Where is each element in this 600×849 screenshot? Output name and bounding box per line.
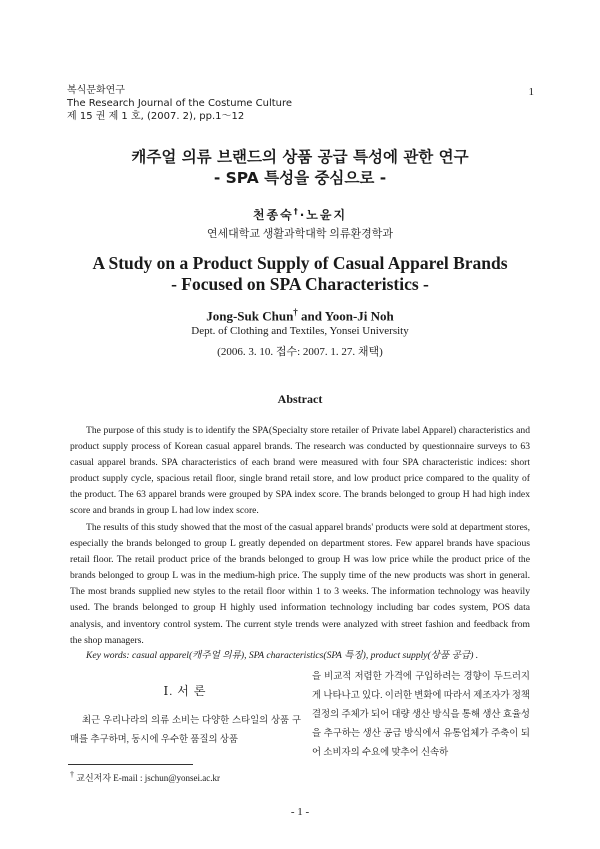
korean-authors	[0, 206, 600, 223]
footnote-divider	[68, 764, 193, 765]
english-authors	[0, 307, 600, 324]
journal-name-english: The Research Journal of the Costume Culture	[67, 98, 293, 109]
korean-author-2: 노윤지	[306, 208, 348, 222]
page-number-bottom: - 1 -	[290, 806, 310, 818]
english-affiliation: Dept. of Clothing and Textiles, Yonsei University	[191, 325, 409, 337]
section-heading-introduction: Ⅰ. 서 론	[163, 684, 207, 698]
keywords: Key words: casual apparel(캐주얼 의류), SPA characteristics(SPA 특징), product supply(상품 공급) .	[86, 650, 479, 661]
english-author-1: Jong-Suk Chun	[206, 308, 294, 324]
received-accepted-dates: (2006. 3. 10. 접수: 2007. 1. 27. 채택)	[217, 346, 383, 358]
korean-author-1: 천종숙	[252, 208, 294, 222]
page-number-top: 1	[528, 86, 534, 98]
korean-title-line1: 캐주얼 의류 브랜드의 상품 공급 특성에 관한 연구	[131, 148, 469, 166]
corresponding-dagger-korean: †	[293, 207, 300, 216]
english-title-line1: A Study on a Product Supply of Casual Apparel Brands	[92, 253, 508, 273]
abstract-heading: Abstract	[277, 392, 323, 406]
english-author-2: and Yoon-Ji Noh	[297, 308, 394, 324]
author-separator: ·	[299, 208, 307, 222]
body-left-column: 최근 우리나라의 의류 소비는 다양한 스타일의 상품 구매를 추구하며, 동시에 우수한 품질의 상품	[70, 716, 301, 745]
abstract-paragraph-1: The purpose of this study is to identify the SPA(Specialty store retailer of Private label Apparel) characteristics and product supply process of Korean casual apparel brands. The research was conducted by questionnaire surveys to 63 casual apparel brands. SPA characteristics of each brand were measured with four SPA characteristic indices: short product supply cycle, spacious retail floor, single brand retail store, and low product price compared to the quality of the product. The 63 apparel brands were grouped by SPA index score. The brands belonged to group H had high index score and brands in group L had low index score.	[70, 425, 530, 517]
korean-title	[0, 147, 600, 189]
corresponding-dagger-english: †	[293, 307, 298, 317]
english-title	[0, 253, 600, 295]
korean-title-line2: - SPA 특성을 중심으로 -	[213, 169, 387, 187]
korean-affiliation: 연세대학교 생활과학대학 의류환경학과	[206, 228, 394, 240]
journal-name-korean: 복식문화연구	[67, 85, 125, 96]
english-title-line2: - Focused on SPA Characteristics -	[171, 274, 429, 294]
abstract-paragraph-2: The results of this study showed that the most of the casual apparel brands' products were sold at department stores, especially the brands belonged to group L greatly depended on department stores. Few apparel brands have spacious retail floor. The retail product price of the brands belonged to group H was low price while the product price of the brands belonged to group L was in the medium-high price. The supply time of the new products was short in general. The most brands supplied new styles to the retail floor within 1 to 3 weeks. The information technology was heavily used. The brands belonged to group H highly used information technology including bar codes system, POS data analysis, and inventory control system. The current style trends were analyzed with street fashion and feedback from the shop managers.	[70, 522, 530, 646]
footnote-text: 교신저자 E-mail : jschun@yonsei.ac.kr	[74, 773, 221, 783]
body-right-column: 을 비교적 저렴한 가격에 구입하려는 경향이 두드러지게 나타나고 있다. 이러한 변화에 따라서 제조자가 정책 결정의 주체가 되어 대량 생산 방식을 통해 생산 효율성을 추구하는 생산 공급 방식에서 유통업체가 주축이 되어 소비자의 수요에 맞추어 신속하	[312, 672, 530, 758]
journal-volume: 제 15 권 제 1 호, (2007. 2), pp.1～12	[67, 111, 245, 122]
journal-header	[67, 84, 292, 123]
footnote-dagger: †	[70, 770, 74, 779]
footnote	[70, 770, 220, 784]
